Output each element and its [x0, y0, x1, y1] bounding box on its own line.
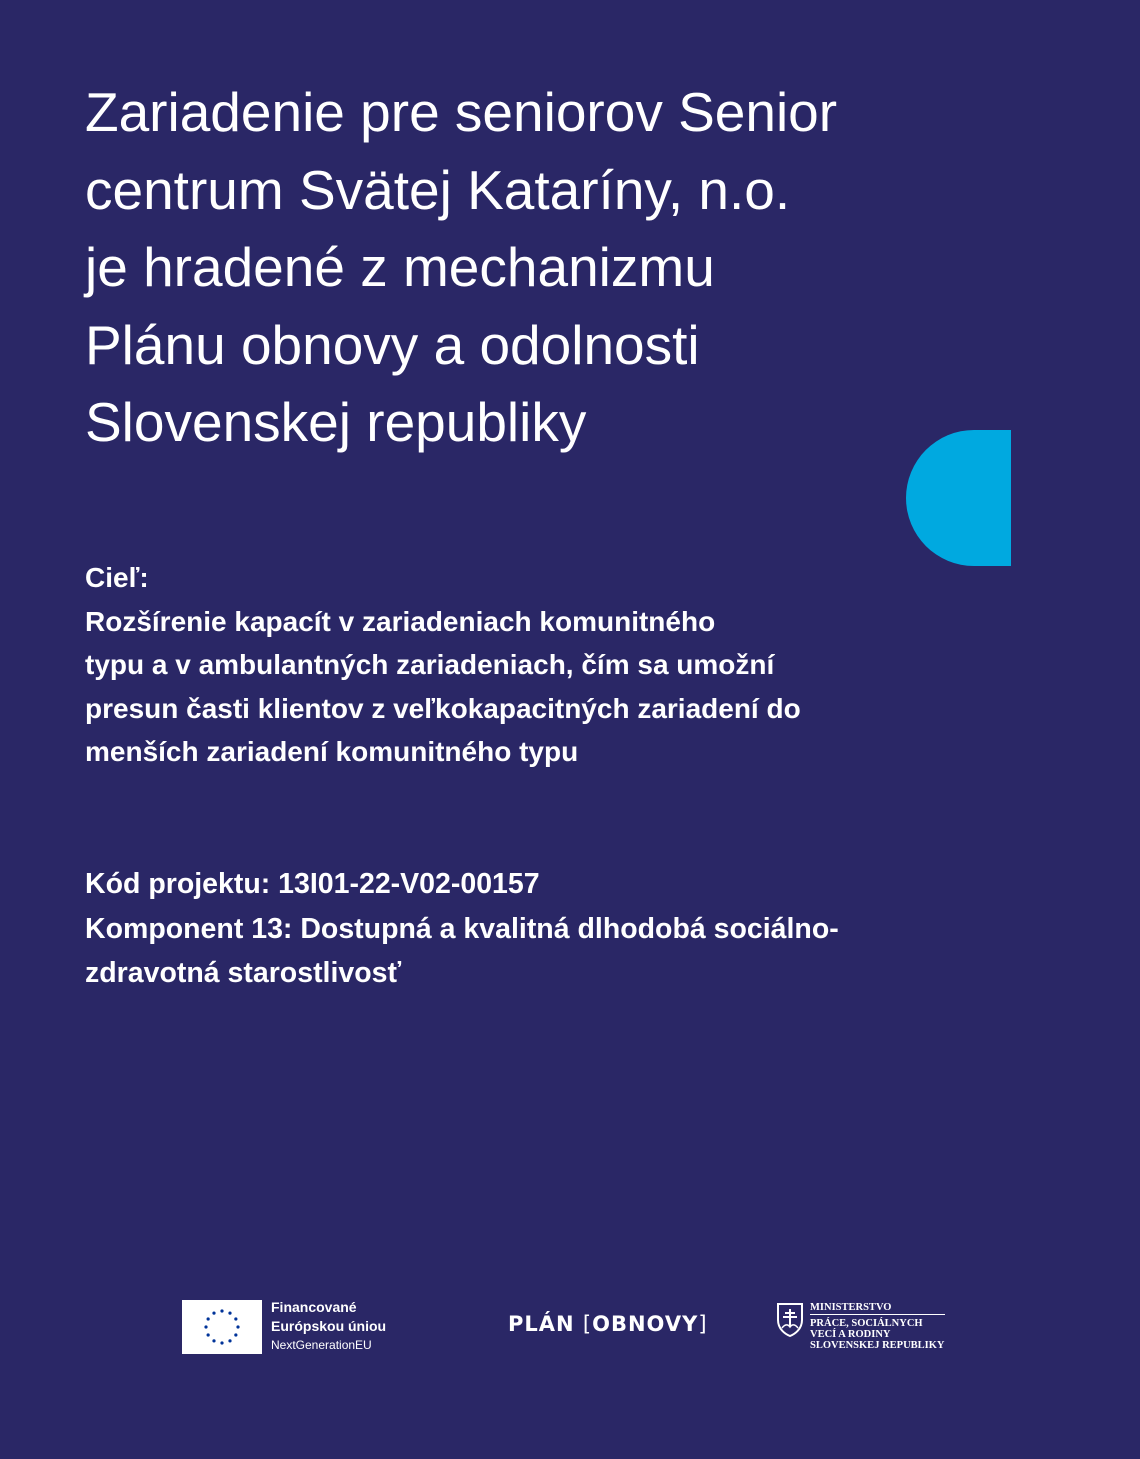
logo-bar: [0, 1290, 1140, 1370]
plan-bracket-close: ]: [698, 1312, 708, 1336]
eu-funding-text: [271, 1298, 386, 1355]
eu-star-icon: [212, 1339, 215, 1342]
ministry-line-3: VECÍ A RODINY: [810, 1329, 891, 1340]
eu-star-icon: [220, 1309, 223, 1312]
eu-line-2: Európskou úniou: [271, 1318, 387, 1334]
eu-star-icon: [204, 1325, 207, 1328]
title-line: Plánu obnovy a odolnosti: [85, 313, 700, 376]
eu-star-icon: [212, 1312, 215, 1315]
plan-bracket-open: [: [582, 1312, 593, 1336]
project-info: [85, 862, 1045, 996]
eu-star-icon: [207, 1317, 210, 1320]
ministry-text: [810, 1302, 945, 1351]
project-code: Kód projektu: 13I01-22-V02-00157: [85, 868, 540, 900]
ministry-line-1: MINISTERSTVO: [810, 1302, 945, 1315]
ministry-line-4: SLOVENSKEJ REPUBLIKY: [810, 1340, 945, 1351]
goal-text-line: presun časti klientov z veľkokapacitných zariadení do: [85, 692, 801, 724]
eu-star-icon: [207, 1333, 210, 1336]
project-component-line: Komponent 13: Dostupná a kvalitná dlhodobá sociálno-: [85, 912, 839, 945]
slovak-coat-of-arms-icon: [776, 1302, 804, 1338]
eu-star-icon: [228, 1339, 231, 1342]
eu-flag-icon: [182, 1300, 262, 1354]
eu-star-icon: [236, 1325, 239, 1328]
eu-star-icon: [234, 1317, 237, 1320]
eu-star-icon: [220, 1341, 223, 1344]
goal-text-line: menších zariadení komunitného typu: [85, 736, 579, 767]
plan-word: OBNOVY: [592, 1312, 699, 1336]
ministry-line-2: PRÁCE, SOCIÁLNYCH: [810, 1318, 923, 1329]
plan-left: PLÁN: [508, 1312, 575, 1336]
title-line: je hradené z mechanizmu: [85, 236, 715, 298]
eu-line-3: NextGenerationEU: [271, 1338, 372, 1352]
project-component-line: zdravotná starostlivosť: [85, 957, 402, 989]
eu-star-icon: [228, 1312, 231, 1315]
decorative-half-circle-icon: [906, 430, 1011, 566]
goal-text-line: Rozšírenie kapacít v zariadeniach komunitného: [85, 605, 716, 637]
eu-line-1: Financované: [271, 1299, 357, 1315]
title-line: Slovenskej republiky: [85, 391, 587, 453]
title-line: centrum Svätej Kataríny, n.o.: [85, 158, 791, 221]
goal-text-line: typu a v ambulantných zariadeniach, čím sa umožní: [85, 649, 775, 680]
plan-obnovy-logo: [508, 1312, 708, 1336]
page-title: [85, 74, 925, 462]
goal-section: [85, 556, 985, 774]
title-line: Zariadenie pre seniorov Senior: [85, 81, 838, 143]
eu-star-icon: [234, 1333, 237, 1336]
goal-heading: Cieľ:: [85, 562, 149, 593]
